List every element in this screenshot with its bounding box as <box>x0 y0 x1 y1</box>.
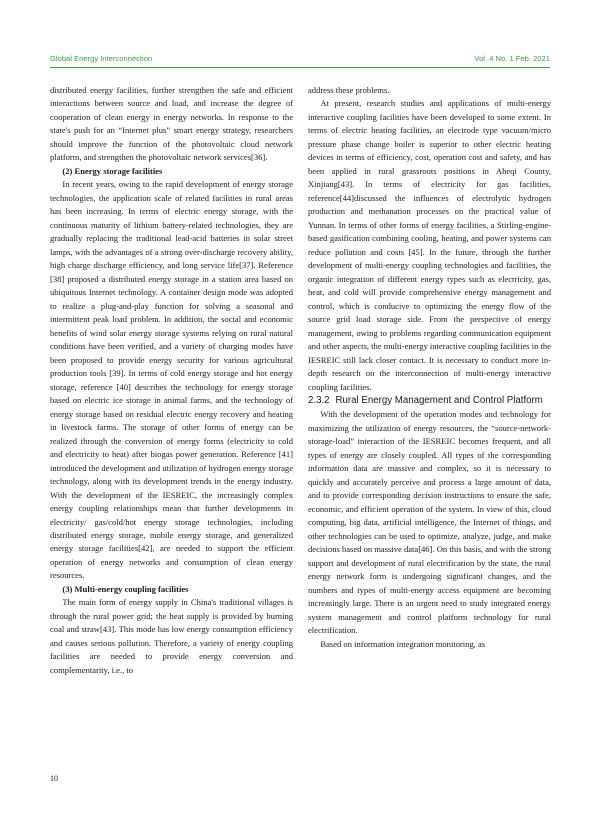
paragraph: address these problems. <box>308 85 390 95</box>
paragraph: At present, research studies and applications of multi-energy interactive coupling facilities have been developed to some extent. In terms of electric heating facilities, an electrode type vacuum/micro pressure phase change boiler is superior to other electric heating devices in terms of efficiency, cost, operation cost and safety, and has been applied in rural grassroots positions in Aheqi County, Xinjiang[43]. In terms of electricity for gas facilities, reference[44]discussed the influences of electrolytic hydrogen production and methanation processes on the practical value of Yunnan. In terms of other forms of energy facilities, a Stirling-engine-based gasification combining cooling, heating, and power systems can reduce pollution and costs [45]. In the future, through the further development of multi-energy coupling technologies and facilities, the organic integration of different energy types such as electricity, gas, heat, and cold will provide comprehensive energy management and control, which is conducive to optimizing the energy flow of the source grid load storage side. From the perspective of energy management, owing to problems regarding communication equipment and other aspects, the multi-energy interactive coupling facilities in the IESREIC still lack closer contact. It is necessary to conduct more in-depth research on the interconnection of multi-energy interactive coupling facilities. <box>308 98 551 392</box>
issue-info: Vol. 4 No. 1 Feb. 2021 <box>474 54 550 63</box>
running-header <box>50 54 550 68</box>
paragraph: Based on information integration monitoring, as <box>320 638 486 649</box>
section-number: 2.3.2 <box>308 395 330 407</box>
header-rule <box>50 67 550 68</box>
page-number: 10 <box>50 774 58 783</box>
section-title: Rural Energy Management and Control Platform <box>335 395 543 407</box>
paragraph: In recent years, owing to the rapid development of energy storage technologies, the application scale of related facilities in rural areas has been increasing. In terms of electric energy storage, with the continuous maturity of lithium battery-related technologies, they are gradually replacing the traditional lead-acid batteries in solar street lamps, with the advantages of a strong over-discharge recovery ability, high charge discharge efficiency, and long service life[37]. Reference [38] proposed a distributed energy storage in a station area based on ubiquitous Internet technology. A container design mode was adopted to realize a plug-and-play function for solving a seasonal and intermittent peak load problem. In addition, the social and economic benefits of wind solar energy storage systems relying on rural natural conditions have been verified, and a variety of charging modes have been proposed to provide energy security for various agricultural production tools [39]. In terms of cold energy storage and hot energy storage, reference [40] describes the technology for energy storage based on electric ice storage in animal farms, and the technology of energy storage based on residual electric energy recovery and heating in livestock farms. The storage of other forms of energy can be realized through the conversion of energy forms (electricity to cold and electricity to heat) after biogas power generation. Reference [41] introduced the development and utilization of hydrogen energy storage technology, along with its development trends in the energy industry. With the development of the IESREIC, the increasingly complex energy coupling relationships mean that further developments in electricity/ gas/cold/hot energy storage technologies, including distributed energy storage, mobile energy storage, and generalized energy storage facilities[42], are needed to support the efficient operation of energy networks and consumption of clean energy resources. <box>50 179 293 581</box>
journal-name: Global Energy Interconnection <box>50 54 153 63</box>
paragraph: With the development of the operation modes and technology for maximizing the utilization of energy resources, the “source-network-storage-load” interaction of the IESREIC becomes frequent, and all types of energy are closely coupled. All types of the corresponding information data are massive and complex, so it is necessary to quickly and accurately perceive and process a large amount of data, and to provide corresponding decision instructions to ensure the safe, economic, and efficient operation of the system. In view of this, cloud computing, big data, artificial intelligence, the Internet of things, and other technologies can be used to optimize, analyze, judge, and make decisions based on massive data[46]. On this basis, and with the strong support and development of rural electrification by the state, the rural energy network form is undergoing significant changes, and the numbers and types of multi-energy access equipment are becoming increasingly large. There is an urgent need to study integrated energy system management and control platform technology for rural electrification. <box>308 409 551 636</box>
right-column <box>308 84 551 651</box>
section-heading <box>308 394 551 408</box>
left-column <box>50 84 293 677</box>
subheading-energy-storage: (2) Energy storage facilities <box>62 165 163 176</box>
paragraph: The main form of energy supply in China's traditional villages is through the rural power grid; the heat supply is provided by burning coal and straw[43]. This mode has low energy consumption efficiency and causes serious pollution. Therefore, a variety of energy coupling facilities are needed to provide energy conversion and complementarity, i.e., to <box>50 597 293 675</box>
paragraph: distributed energy facilities, further strengthen the safe and efficient interactions between source and load, and increase the degree of cooperation of clean energy in energy networks. In response to the state's push for an “Internet plus” smart energy strategy, researchers should improve the function of the photovoltaic cloud network platform, and strengthen the photovoltaic network services[36]. <box>50 85 293 163</box>
subheading-multi-energy-coupling: (3) Multi-energy coupling facilities <box>62 583 189 594</box>
